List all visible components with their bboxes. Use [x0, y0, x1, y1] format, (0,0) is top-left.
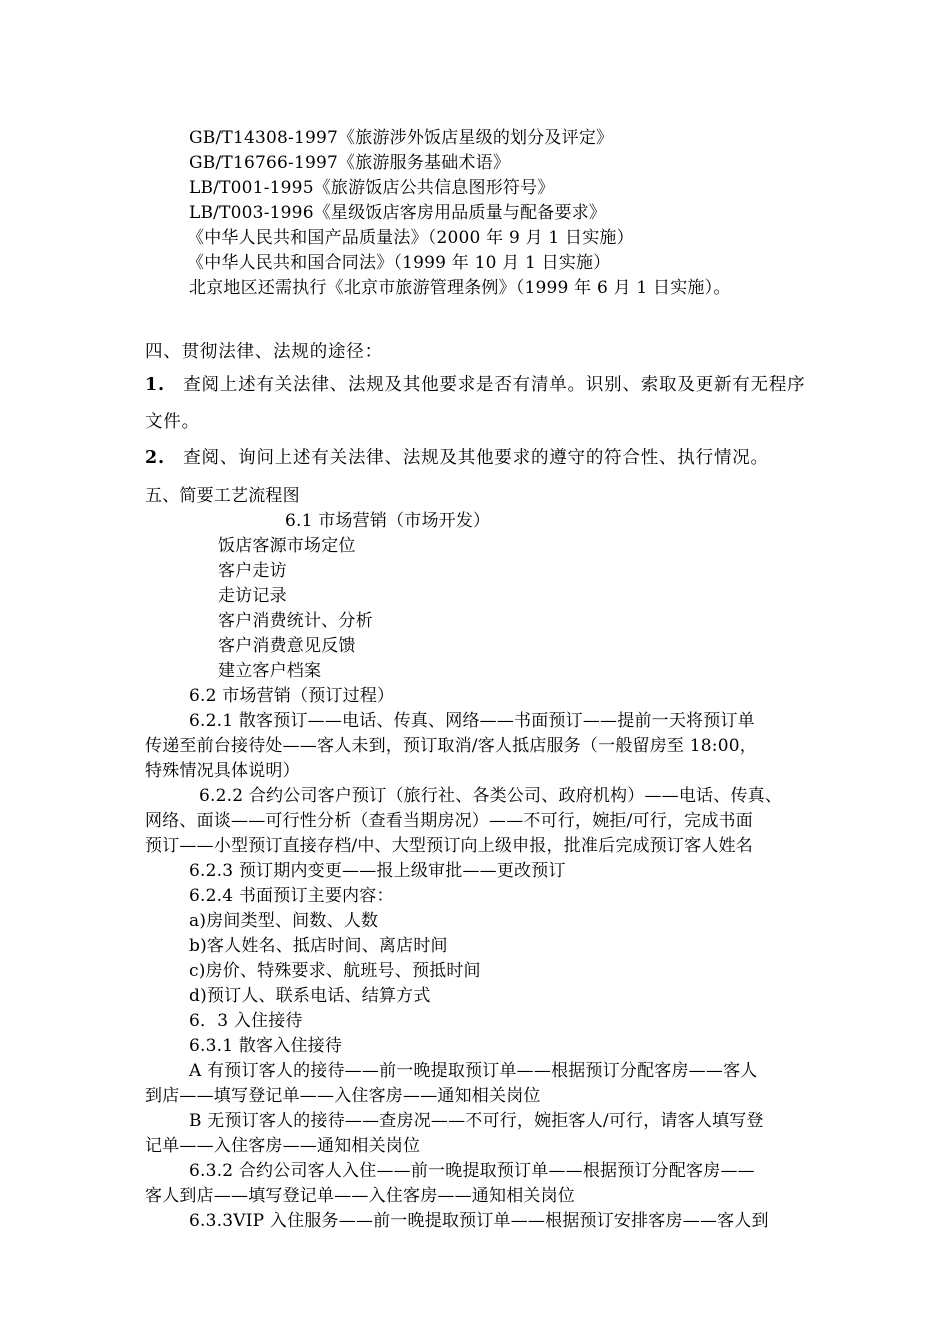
paragraph-line: 记单——入住客房——通知相关岗位 — [145, 1136, 421, 1156]
item-number: 1. — [145, 375, 165, 395]
standard-line: GB/T16766-1997《旅游服务基础术语》 — [189, 153, 511, 173]
list-item — [145, 373, 805, 397]
list-item: 客户走访 — [218, 561, 287, 581]
list-item: 客户消费统计、分析 — [218, 611, 373, 631]
list-item: a)房间类型、间数、人数 — [189, 911, 379, 931]
paragraph-line: 网络、面谈——可行性分析（查看当期房况）——不可行，婉拒/可行，完成书面 — [145, 811, 753, 831]
paragraph-line: 6.3.2 合约公司客人入住——前一晚提取预订单——根据预订分配客房—— — [189, 1161, 755, 1181]
paragraph-line: 客人到店——填写登记单——入住客房——通知相关岗位 — [145, 1186, 575, 1206]
list-item: 饭店客源市场定位 — [218, 536, 356, 556]
paragraph-line: A 有预订客人的接待——前一晚提取预订单——根据预订分配客房——客人 — [189, 1061, 758, 1081]
standard-line: LB/T001-1995《旅游饭店公共信息图形符号》 — [189, 178, 555, 198]
subsection-title: 6．3 入住接待 — [189, 1011, 303, 1031]
paragraph-line: 特殊情况具体说明） — [145, 761, 300, 781]
standard-line: 《中华人民共和国合同法》（1999 年 10 月 1 日实施） — [187, 253, 611, 273]
standard-line: LB/T003-1996《星级饭店客房用品质量与配备要求》 — [189, 203, 607, 223]
item-number: 2. — [145, 448, 165, 468]
subsection-title: 6.2.4 书面预订主要内容： — [189, 886, 394, 906]
item-text: 查阅、询问上述有关法律、法规及其他要求的遵守的符合性、执行情况。 — [183, 448, 769, 468]
list-item: 走访记录 — [218, 586, 287, 606]
section-heading: 五、简要工艺流程图 — [145, 486, 300, 506]
subsection-title: 6.3.1 散客入住接待 — [189, 1036, 343, 1056]
paragraph-line: 6.2.3 预订期内变更——报上级审批——更改预订 — [189, 861, 566, 881]
paragraph-line: 预订——小型预订直接存档/中、大型预订向上级申报，批准后完成预订客人姓名 — [145, 836, 753, 856]
standard-line: 北京地区还需执行《北京市旅游管理条例》（1999 年 6 月 1 日实施）。 — [189, 278, 731, 298]
list-item: 建立客户档案 — [218, 661, 322, 681]
item-text-continued: 文件。 — [145, 412, 200, 432]
paragraph-line: 传递至前台接待处——客人未到，预订取消/客人抵店服务（一般留房至 18:00， — [145, 736, 757, 756]
paragraph-line: 6.3.3VIP 入住服务——前一晚提取预订单——根据预订安排客房——客人到 — [189, 1211, 769, 1231]
section-heading: 四、贯彻法律、法规的途径： — [145, 342, 383, 362]
paragraph-line: 6.2.1 散客预订——电话、传真、网络——书面预订——提前一天将预订单 — [189, 711, 755, 731]
paragraph-line: B 无预订客人的接待——查房况——不可行，婉拒客人/可行，请客人填写登 — [189, 1111, 764, 1131]
standard-line: GB/T14308-1997《旅游涉外饭店星级的划分及评定》 — [189, 128, 614, 148]
list-item: 客户消费意见反馈 — [218, 636, 356, 656]
subsection-title: 6.1 市场营销（市场开发） — [285, 511, 491, 531]
list-item: d)预订人、联系电话、结算方式 — [189, 986, 431, 1006]
list-item — [145, 446, 769, 470]
list-item: c)房价、特殊要求、航班号、预抵时间 — [189, 961, 481, 981]
standard-line: 《中华人民共和国产品质量法》（2000 年 9 月 1 日实施） — [187, 228, 634, 248]
item-text: 查阅上述有关法律、法规及其他要求是否有清单。识别、索取及更新有无程序 — [183, 375, 806, 395]
paragraph-line: 到店——填写登记单——入住客房——通知相关岗位 — [145, 1086, 541, 1106]
subsection-title: 6.2 市场营销（预订过程） — [189, 686, 395, 706]
paragraph-line: 6.2.2 合约公司客户预订（旅行社、各类公司、政府机构）——电话、传真、 — [199, 786, 783, 806]
list-item: b)客人姓名、抵店时间、离店时间 — [189, 936, 448, 956]
